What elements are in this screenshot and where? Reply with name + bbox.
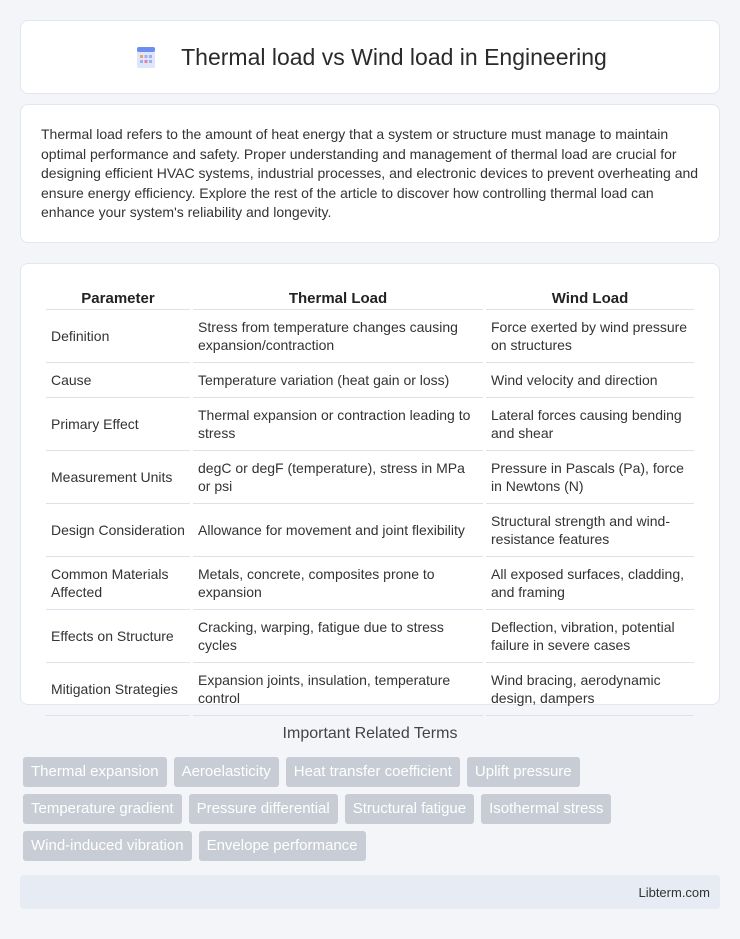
related-term-tag[interactable]: Uplift pressure [467, 757, 580, 787]
header-thermal-load: Thermal Load [193, 284, 483, 310]
cell-thermal: Metals, concrete, composites prone to expansion [193, 557, 483, 610]
cell-parameter: Mitigation Strategies [46, 663, 190, 716]
intro-text: Thermal load refers to the amount of heat energy that a system or structure must manage to maintain optimal performance and safety. Proper understanding and management of thermal load are crucial for designing efficient HVAC systems, industrial processes, and electronic devices to prevent overheating and ensure energy efficiency. Explore the rest of the article to discover how controlling thermal load can enhance your system's reliability and longevity. [41, 126, 699, 220]
cell-parameter: Measurement Units [46, 451, 190, 504]
footer [20, 875, 720, 909]
table-row [46, 557, 694, 610]
related-term-tag[interactable]: Thermal expansion [23, 757, 167, 787]
related-term-tag[interactable]: Structural fatigue [345, 794, 474, 824]
cell-wind: Wind velocity and direction [486, 363, 694, 398]
related-term-tag[interactable]: Pressure differential [189, 794, 338, 824]
cell-wind: Deflection, vibration, potential failure in severe cases [486, 610, 694, 663]
cell-parameter: Cause [46, 363, 190, 398]
header-wind-load: Wind Load [486, 284, 694, 310]
page-title: Thermal load vs Wind load in Engineering [181, 43, 607, 70]
related-terms-list [23, 757, 723, 861]
cell-parameter: Definition [46, 310, 190, 363]
table-row [46, 610, 694, 663]
header-parameter: Parameter [46, 284, 190, 310]
related-term-tag[interactable]: Temperature gradient [23, 794, 182, 824]
cell-parameter: Effects on Structure [46, 610, 190, 663]
cell-thermal: Cracking, warping, fatigue due to stress cycles [193, 610, 483, 663]
cell-thermal: degC or degF (temperature), stress in MPa or psi [193, 451, 483, 504]
table-header-row [46, 284, 694, 310]
title-card [20, 20, 720, 94]
cell-parameter: Common Materials Affected [46, 557, 190, 610]
cell-wind: Wind bracing, aerodynamic design, dampers [486, 663, 694, 716]
cell-thermal: Thermal expansion or contraction leading to stress [193, 398, 483, 451]
cell-wind: Structural strength and wind-resistance features [486, 504, 694, 557]
table-row [46, 398, 694, 451]
intro-card [20, 104, 720, 243]
cell-thermal: Allowance for movement and joint flexibility [193, 504, 483, 557]
cell-parameter: Design Consideration [46, 504, 190, 557]
cell-wind: Pressure in Pascals (Pa), force in Newtons (N) [486, 451, 694, 504]
related-term-tag[interactable]: Envelope performance [199, 831, 366, 861]
footer-site-link[interactable]: Libterm.com [638, 884, 710, 900]
comparison-table [43, 284, 697, 716]
comparison-card [20, 263, 720, 705]
cell-parameter: Primary Effect [46, 398, 190, 451]
related-terms-title: Important Related Terms [282, 725, 458, 742]
related-term-tag[interactable]: Wind-induced vibration [23, 831, 192, 861]
table-row [46, 310, 694, 363]
cell-wind: Lateral forces causing bending and shear [486, 398, 694, 451]
table-row [46, 663, 694, 716]
related-term-tag[interactable]: Aeroelasticity [174, 757, 279, 787]
table-row [46, 451, 694, 504]
table-row [46, 363, 694, 398]
related-term-tag[interactable]: Heat transfer coefficient [286, 757, 460, 787]
cell-wind: Force exerted by wind pressure on structures [486, 310, 694, 363]
related-term-tag[interactable]: Isothermal stress [481, 794, 611, 824]
cell-thermal: Temperature variation (heat gain or loss) [193, 363, 483, 398]
table-row [46, 504, 694, 557]
cell-wind: All exposed surfaces, cladding, and framing [486, 557, 694, 610]
document-icon [133, 44, 159, 70]
cell-thermal: Stress from temperature changes causing expansion/contraction [193, 310, 483, 363]
cell-thermal: Expansion joints, insulation, temperature control [193, 663, 483, 716]
